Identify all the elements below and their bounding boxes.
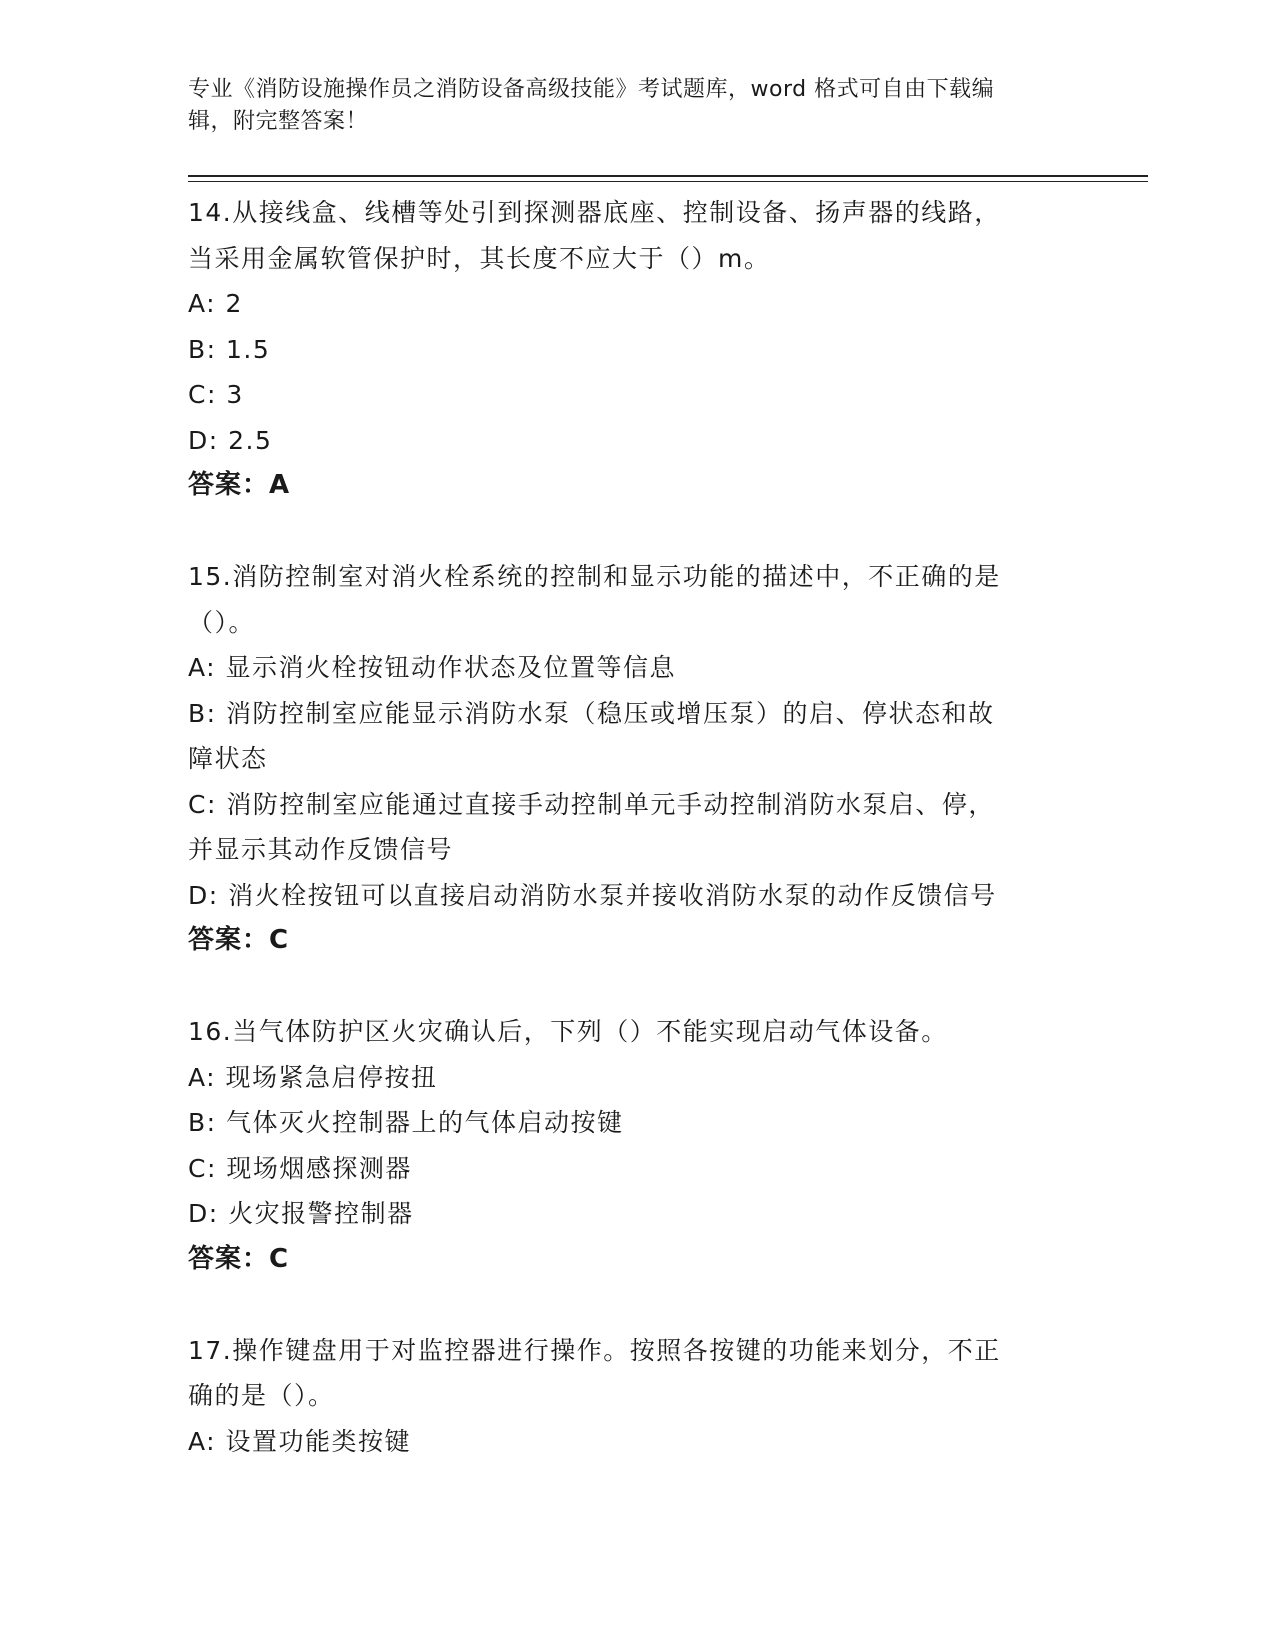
question-text: 16.当气体防护区火灾确认后，下列（）不能实现启动气体设备。 xyxy=(188,1017,948,1046)
question-text: 当采用金属软管保护时，其长度不应大于（）m。 xyxy=(188,243,771,273)
option-a: A: 现场紧急启停按扭 xyxy=(188,1062,438,1092)
option-d: D: 火灾报警控制器 xyxy=(188,1199,414,1228)
option-b: B: 气体灭火控制器上的气体启动按键 xyxy=(188,1108,624,1137)
header-line-1: 专业《消防设施操作员之消防设备高级技能》考试题库，word 格式可自由下载编 xyxy=(188,77,995,102)
spacer xyxy=(188,1282,1088,1328)
question-16 xyxy=(188,1009,1088,1282)
question-14 xyxy=(188,190,1088,509)
answer-line: 答案：C xyxy=(188,1243,290,1274)
option-b: B: 消防控制室应能显示消防水泵（稳压或增压泵）的启、停状态和故 xyxy=(188,698,995,728)
document-header xyxy=(188,74,1068,138)
question-text: （）。 xyxy=(188,607,256,637)
option-a: A: 2 xyxy=(188,289,243,318)
question-text: 14.从接线盒、线槽等处引到探测器底座、控制设备、扬声器的线路， xyxy=(188,198,1001,227)
question-17 xyxy=(188,1328,1088,1465)
option-c-continued: 并显示其动作反馈信号 xyxy=(188,835,454,864)
option-b: B: 1.5 xyxy=(188,334,271,364)
header-line-2: 辑，附完整答案！ xyxy=(188,109,369,134)
option-b-continued: 障状态 xyxy=(188,744,268,773)
answer-line: 答案：C xyxy=(188,925,290,955)
option-d: D: 消火栓按钮可以直接启动消防水泵并接收消防水泵的动作反馈信号 xyxy=(188,880,997,910)
option-a: A: 设置功能类按键 xyxy=(188,1426,412,1456)
spacer xyxy=(188,964,1088,1010)
question-15 xyxy=(188,554,1088,964)
option-c: C: 现场烟感探测器 xyxy=(188,1153,412,1183)
option-c: C: 3 xyxy=(188,380,244,409)
option-a: A: 显示消火栓按钮动作状态及位置等信息 xyxy=(188,653,677,682)
answer-line: 答案：A xyxy=(188,470,291,500)
header-divider-thin xyxy=(188,181,1148,182)
option-c: C: 消防控制室应能通过直接手动控制单元手动控制消防水泵启、停， xyxy=(188,789,995,819)
header-divider-thick xyxy=(188,175,1148,177)
spacer xyxy=(188,509,1088,555)
question-list xyxy=(188,190,1088,1464)
question-text: 15.消防控制室对消火栓系统的控制和显示功能的描述中，不正确的是 xyxy=(188,562,1001,591)
question-text: 17.操作键盘用于对监控器进行操作。按照各按键的功能来划分，不正 xyxy=(188,1335,1001,1365)
question-text: 确的是（）。 xyxy=(188,1381,335,1410)
option-d: D: 2.5 xyxy=(188,425,273,455)
